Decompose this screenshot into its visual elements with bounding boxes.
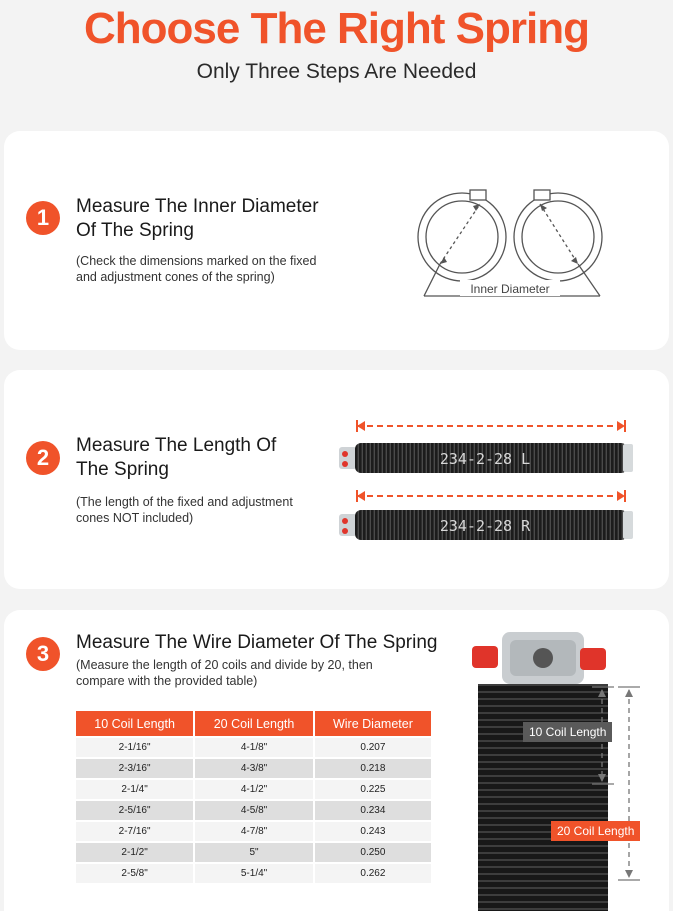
table-cell: 2-1/16"	[76, 737, 194, 758]
step-3-note-line2: compare with the provided table)	[76, 674, 258, 688]
step-1-number: 1	[26, 201, 60, 235]
spring-left-label: 234-2-28 L	[439, 450, 531, 468]
twenty-coil-length-tag: 20 Coil Length	[551, 821, 640, 841]
table-cell: 0.262	[314, 863, 431, 883]
table-cell: 0.218	[314, 758, 431, 779]
step-3-note-line1: (Measure the length of 20 coils and divide by 20, then	[76, 658, 373, 672]
vertical-spring-photo	[462, 630, 662, 911]
table-cell: 0.234	[314, 800, 431, 821]
step-1-note-line1: (Check the dimensions marked on the fixed	[76, 254, 317, 268]
table-cell: 0.250	[314, 842, 431, 863]
spring-right	[339, 510, 633, 540]
table-cell: 0.207	[314, 737, 431, 758]
inner-diameter-diagram	[410, 182, 610, 302]
step-3-title: Measure The Wire Diameter Of The Spring	[76, 632, 438, 653]
table-cell: 2-5/16"	[76, 800, 194, 821]
table-header-row	[76, 711, 431, 737]
step-2-number: 2	[26, 441, 60, 475]
table-cell: 4-7/8"	[194, 821, 314, 842]
table-header-10-coil: 10 Coil Length	[76, 711, 194, 737]
table-row	[76, 821, 431, 842]
wire-diameter-table	[76, 711, 431, 883]
step-1-title-line1: Measure The Inner Diameter	[76, 196, 319, 217]
table-cell: 2-5/8"	[76, 863, 194, 883]
step-2-note-line1: (The length of the fixed and adjustment	[76, 495, 293, 509]
table-row	[76, 842, 431, 863]
ten-coil-length-tag: 10 Coil Length	[523, 722, 612, 742]
step-2-title	[76, 434, 276, 482]
table-row	[76, 758, 431, 779]
step-2-title-line1: Measure The Length Of	[76, 435, 277, 456]
step-2-note	[76, 494, 293, 526]
table-row	[76, 779, 431, 800]
table-cell: 5-1/4"	[194, 863, 314, 883]
page-subtitle: Only Three Steps Are Needed	[196, 60, 477, 83]
step-2-note-line2: cones NOT included)	[76, 511, 194, 525]
table-cell: 0.225	[314, 779, 431, 800]
table-cell: 2-1/2"	[76, 842, 194, 863]
table-row	[76, 863, 431, 883]
table-row	[76, 800, 431, 821]
table-cell: 0.243	[314, 821, 431, 842]
table-cell: 2-7/16"	[76, 821, 194, 842]
table-header-20-coil: 20 Coil Length	[194, 711, 314, 737]
page-title: Choose The Right Spring	[84, 4, 589, 53]
table-cell: 2-1/4"	[76, 779, 194, 800]
spring-length-diagram	[335, 410, 645, 555]
step-1-note-line2: and adjustment cones of the spring)	[76, 270, 275, 284]
step-2-title-line2: The Spring	[76, 459, 169, 480]
table-cell: 5"	[194, 842, 314, 863]
spring-left	[339, 443, 633, 473]
table-cell: 4-3/8"	[194, 758, 314, 779]
step-3-number: 3	[26, 637, 60, 671]
step-1-note	[76, 253, 316, 285]
step-1-title-line2: Of The Spring	[76, 220, 194, 241]
step-3-note	[76, 657, 373, 689]
table-row	[76, 737, 431, 758]
table-cell: 2-3/16"	[76, 758, 194, 779]
table-cell: 4-1/8"	[194, 737, 314, 758]
inner-diameter-label: Inner Diameter	[470, 282, 550, 296]
spring-right-label: 234-2-28 R	[439, 517, 531, 535]
step-1-title	[76, 195, 319, 243]
table-cell: 4-1/2"	[194, 779, 314, 800]
table-header-wire-diameter: Wire Diameter	[314, 711, 431, 737]
table-cell: 4-5/8"	[194, 800, 314, 821]
